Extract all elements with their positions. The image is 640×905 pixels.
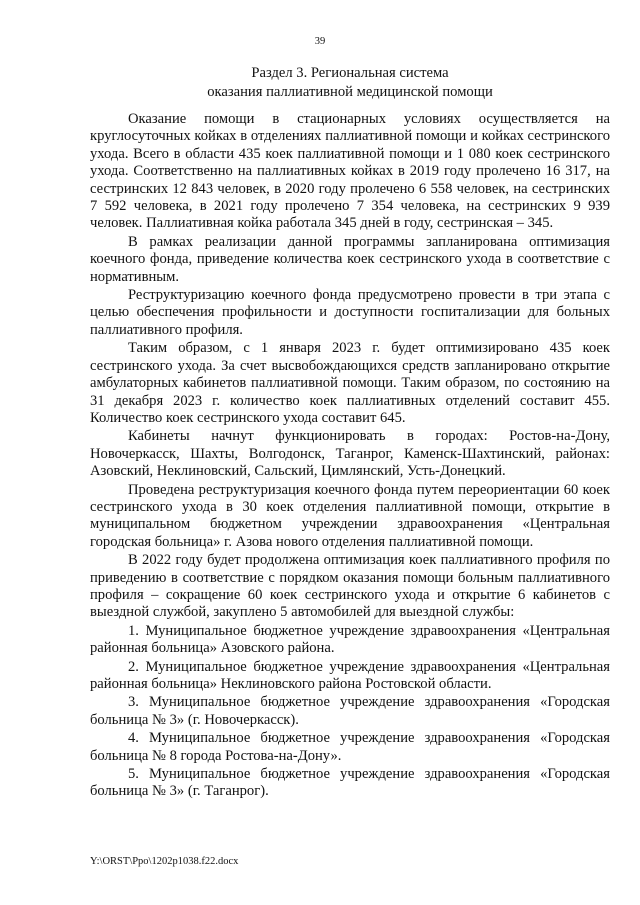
document-body — [90, 111, 610, 802]
list-item-2: 2. Муниципальное бюджетное учреждение здравоохранения «Центральная районная больница» Неклиновского района Ростовской области. — [90, 658, 610, 692]
paragraph-2022-plan: В 2022 году будет продолжена оптимизация коек паллиативного профиля по приведению в соответствие с порядком оказания помощи больным паллиативного профиля – сокращение 60 коек сестринского ухода и открытие 6 кабинетов с выездной службой, закуплено 5 автомобилей для выездной службы: — [90, 552, 610, 621]
section-heading-line-2: оказания паллиативной медицинской помощи — [207, 84, 493, 100]
paragraph-offices-cities: Кабинеты начнут функционировать в городах: Ростов-на-Дону, Новочеркасск, Шахты, Волгодонск, Таганрог, Каменск-Шахтинский, районах: Азовский, Неклиновский, Сальский, Цимлянский, Усть-Донецкий. — [90, 428, 610, 480]
paragraph-inpatient-care: Оказание помощи в стационарных условиях осуществляется на круглосуточных койках в отделениях паллиативной помощи и койках сестринского ухода. Всего в области 435 коек паллиативной помощи и 1 080 коек сестринского ухода. Соответственно на паллиативных койках в 2019 году пролечено 16 317, на сестринских 12 843 человек, в 2020 году пролечено 6 558 человек, на сестринских 7 592 человека, в 2021 году пролечено 7 354 человека, на сестринских 9 939 человек. Паллиативная койка работала 345 дней в году, сестринская – 345. — [90, 111, 610, 232]
footer-file-path: Y:\ORST\Ppo\1202p1038.f22.docx — [90, 856, 239, 867]
section-heading — [90, 64, 610, 102]
page-number: 39 — [314, 36, 326, 47]
paragraph-2023-results: Таким образом, с 1 января 2023 г. будет оптимизировано 435 коек сестринского ухода. За счет высвобождающихся средств запланировано открытие амбулаторных кабинетов паллиативной помощи. Таким образом, по состоянию на 31 декабря 2023 г. количество коек паллиативных отделений составит 455. Количество коек сестринского ухода составит 645. — [90, 340, 610, 426]
section-heading-line-1: Раздел 3. Региональная система — [251, 65, 449, 81]
list-item-1: 1. Муниципальное бюджетное учреждение здравоохранения «Центральная районная больница» Азовского района. — [90, 622, 610, 657]
paragraph-restructuring-stages: Реструктуризацию коечного фонда предусмотрено провести в три этапа с целью обеспечения профильности и доступности госпитализации для больных паллиативного профиля. — [90, 287, 610, 338]
list-item-4: 4. Муниципальное бюджетное учреждение здравоохранения «Городская больница № 8 города Ростова-на-Дону». — [90, 730, 610, 764]
paragraph-azov-reorientation: Проведена реструктуризация коечного фонда путем переориентации 60 коек сестринского ухода в 30 коек отделения паллиативной помощи, открытие в муниципальном бюджетном учреждении здравоохранения «Центральная городская больница» г. Азова нового отделения паллиативной помощи. — [90, 481, 610, 550]
list-item-5: 5. Муниципальное бюджетное учреждение здравоохранения «Городская больница № 3» (г. Таганрог). — [90, 766, 610, 800]
list-item-3: 3. Муниципальное бюджетное учреждение здравоохранения «Городская больница № 3» (г. Новочеркасск). — [90, 694, 610, 728]
paragraph-optimization: В рамках реализации данной программы запланирована оптимизация коечного фонда, приведение количества коек сестринского ухода в соответствие с нормативным. — [90, 233, 610, 285]
